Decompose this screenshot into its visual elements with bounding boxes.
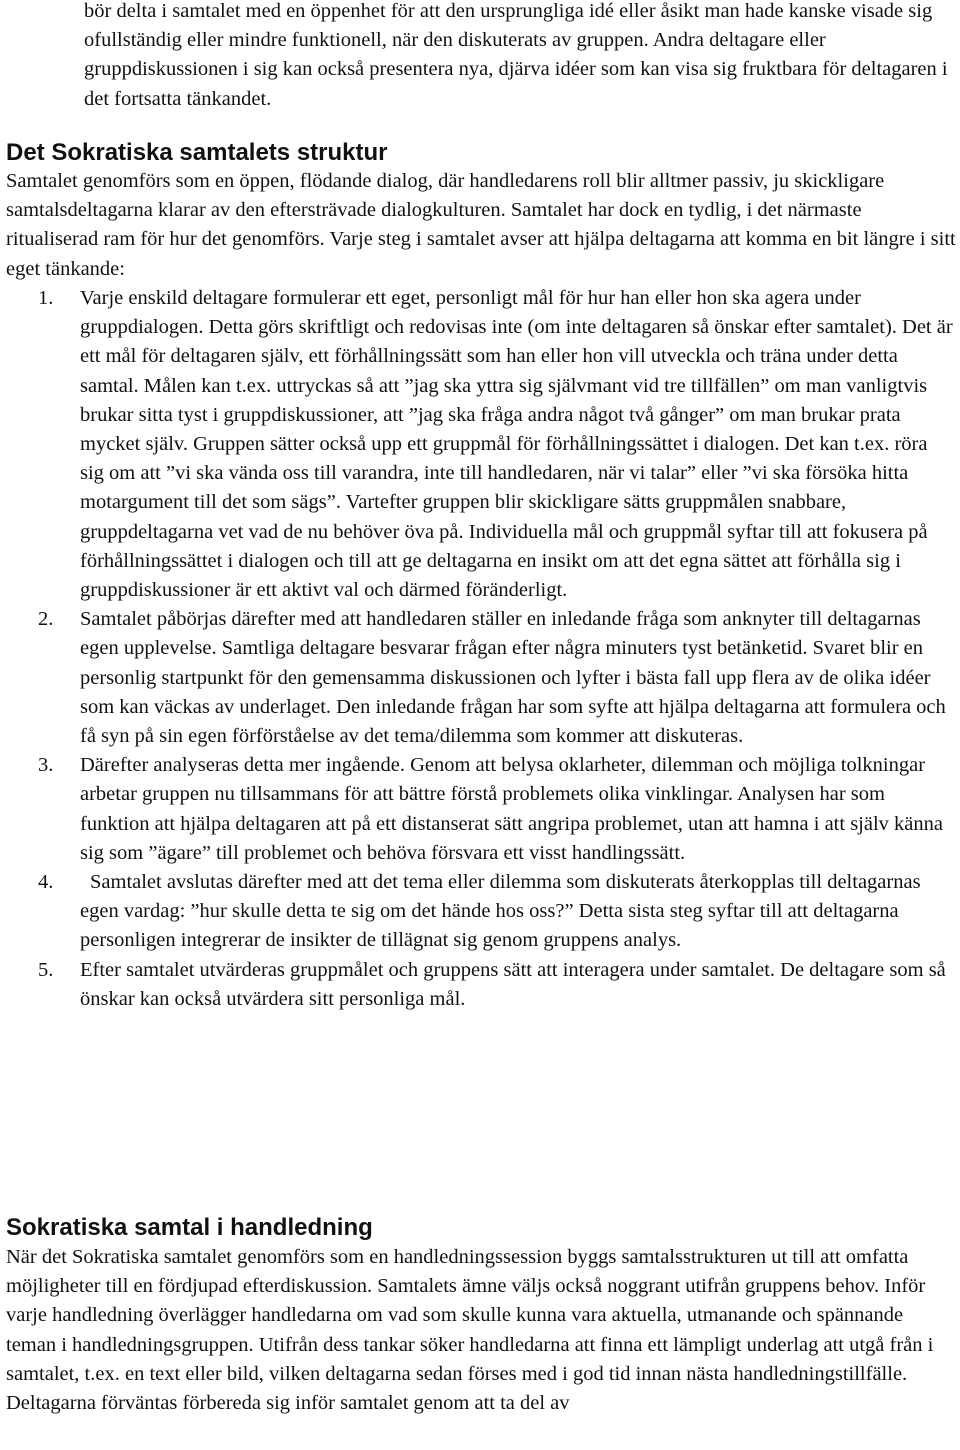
step-number: 4. [38,871,54,894]
section-heading-structure: Det Sokratiska samtalets struktur [6,139,388,166]
step-number: 5. [38,958,54,981]
step-text: Därefter analyseras detta mer ingående. Genom att belysa oklarheter, dilemman och möjliga tolkningar arbetar gruppen nu tillsammans för att bättre förstå problemets olika vinklingar. Analysen har som funktion att hjälpa deltagaren att på ett distanserat sätt angripa problemet, utan att hamna i att själv känna sig som ”ägare” till problemet och behöva försvara ett visst handlingssätt. [80,754,943,864]
list-item [0,605,956,751]
step-number: 3. [38,754,54,777]
list-item [0,284,956,605]
list-item [0,751,956,868]
step-text: Samtalet avslutas därefter med att det tema eller dilemma som diskuterats återkopplas till deltagarnas egen vardag: ”hur skulle detta te sig om det hände hos oss?” Detta sista steg syftar till att deltagarna personligen integrerar de insikter de tillägnat sig genom gruppens analys. [80,871,921,952]
structure-intro-paragraph: Samtalet genomförs som en öppen, flödande dialog, där handledarens roll blir alltmer passiv, ju skickligare samtalsdeltagarna klarar av den eftersträvade dialogkulturen. Samtalet har dock en tydlig, i det närmaste ritualiserad ram för hur det genomförs. Varje steg i samtalet avser att hjälpa deltagarna att komma en bit längre i sitt eget tänkande: [6,170,956,280]
list-item [0,956,956,1014]
structure-steps-list [0,284,960,1014]
step-text: Varje enskild deltagare formulerar ett eget, personligt mål för hur han eller hon ska agera under gruppdialogen. Detta görs skriftligt och redovisas inte (om inte deltagaren så önskar efter samtalet). Det är ett mål för deltagaren själv, ett förhållningssätt som han eller hon vill utveckla och träna under detta samtal. Målen kan t.ex. uttryckas så att ”jag ska yttra sig självmant vid tre tillfällen” om man vanligtvis brukar sitta tyst i gruppdiskussioner, att ”jag ska fråga andra något två gånger” om man brukar prata mycket själv. Gruppen sätter också upp ett gruppmål för förhållningssättet i dialogen. Det kan t.ex. röra sig om att ”vi ska vända oss till varandra, inte till handledaren, när vi talar” eller ”vi ska försöka hitta motargument till det som sägs”. Vartefter gruppen blir skickligare sätts gruppmålen snabbare, gruppdeltagarna vet vad de nu behöver öva på. Individuella mål och gruppmål syftar till att fokusera på förhållningssättet i dialogen och till att ge deltagarna en insikt om att det egna sättet att förhålla sig i gruppdiskussioner är ett aktivt val och därmed föränderligt. [80,287,953,602]
intro-continuation-paragraph: bör delta i samtalet med en öppenhet för att den ursprungliga idé eller åsikt man hade kanske visade sig ofullständig eller mindre funktionell, när den diskuterats av gruppen. Andra deltagare eller gruppdiskussionen i sig kan också presentera nya, djärva idéer som kan visa sig fruktbara för deltagaren i det fortsatta tänkandet. [84,0,948,110]
section-heading-supervision: Sokratiska samtal i handledning [6,1214,373,1241]
step-number: 1. [38,287,54,309]
step-text: Efter samtalet utvärderas gruppmålet och gruppens sätt att interagera under samtalet. De deltagare som så önskar kan också utvärdera sitt personliga mål. [80,958,946,1010]
list-item [0,868,956,956]
step-text: Samtalet påbörjas därefter med att handledaren ställer en inledande fråga som anknyter till deltagarnas egen upplevelse. Samtliga deltagare besvarar frågan efter några minuters tyst betänketid. Svaret blir en personlig startpunkt för den gemensamma diskussionen och lyfter i bästa fall upp flera av de olika idéer som kan väckas av underlaget. Den inledande frågan har som syfte att hjälpa deltagarna att formulera och få syn på sin egen förförståelse av det tema/dilemma som kommer att diskuteras. [80,608,946,748]
supervision-paragraph: När det Sokratiska samtalet genomförs som en handledningssession byggs samtalsstrukturen ut till att omfatta möjligheter till en fördjupad efterdiskussion. Samtalets ämne väljs också noggrant utifrån gruppens behov. Inför varje handledning överlägger handledarna om vad som skulle kunna vara aktuella, utmanande och spännande teman i handledningsgruppen. Utifrån dess tankar söker handledarna att finna ett lämpligt underlag att utgå från i samtalet, t.ex. en text eller bild, vilken deltagarna sedan förses med i god tid innan nästa handledningstillfälle. Deltagarna förväntas förbereda sig inför samtalet genom att ta del av [6,1246,934,1415]
step-number: 2. [38,608,54,631]
